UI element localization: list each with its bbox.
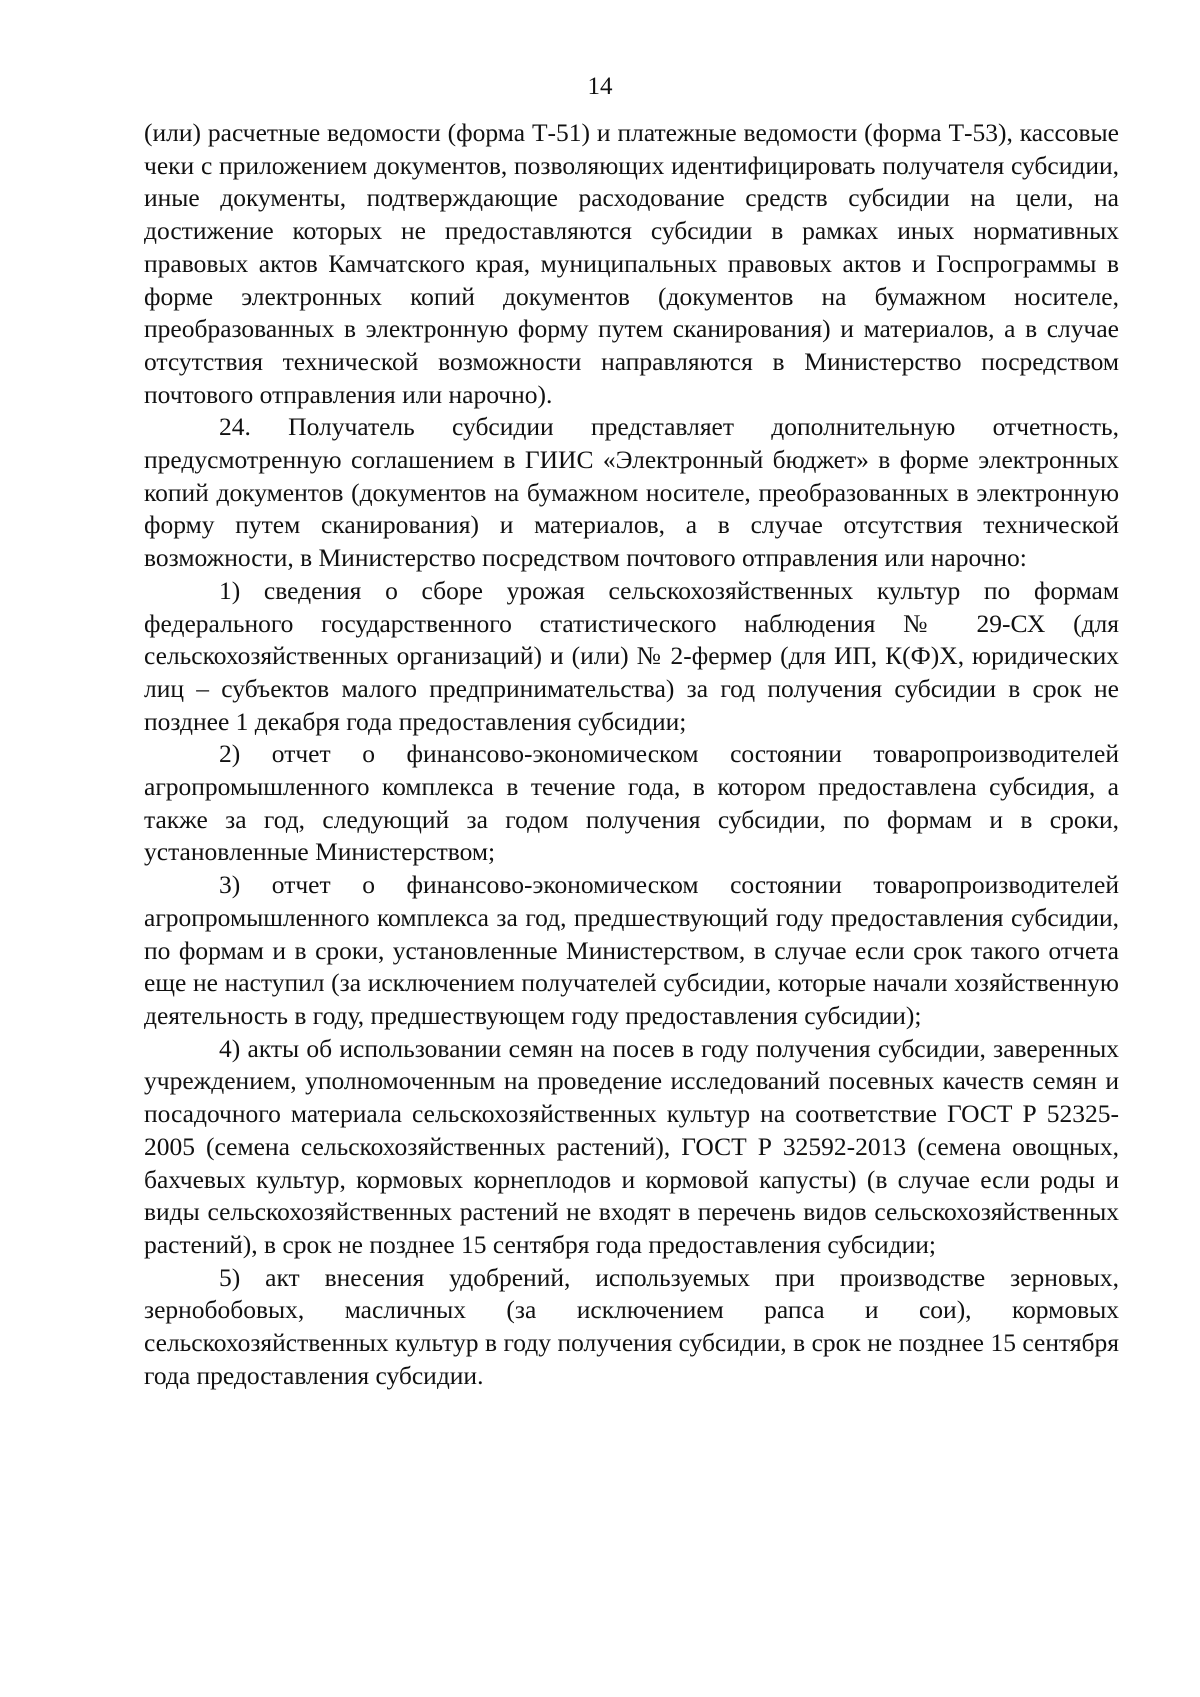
paragraph-subitem-4: 4) акты об использовании семян на посев в году получения субсидии, заверенных учреждением, уполномоченным на проведение исследований посевных качеств семян и посадочного материала сельскохозяйственных культур на соответствие ГОСТ Р 52325-2005 (семена сельскохозяйственных растений), ГОСТ Р 32592-2013 (семена овощных, бахчевых культур, кормовых корнеплодов и кормовой капусты) (в случае если роды и виды сельскохозяйственных растений не входят в перечень видов сельскохозяйственных растений), в срок не позднее 15 сентября года предоставления субсидии; [144,1033,1119,1259]
paragraph-subitem-2: 2) отчет о финансово-экономическом состоянии товаропроизводителей агропромышленного комплекса в течение года, в котором предоставлена субсидия, а также за год, следующий за годом получения субсидии, по формам и в сроки, установленные Министерством; [144,739,1119,867]
paragraph-item-24: 24. Получатель субсидии представляет дополнительную отчетность, предусмотренную соглашением в ГИИС «Электронный бюджет» в форме электронных копий документов (документов на бумажном носителе, преобразованных в электронную форму путем сканирования) и материалов, а в случае отсутствия технической возможности, в Министерство посредством почтового отправления или нарочно: [144,412,1119,573]
paragraph-subitem-1: 1) сведения о сборе урожая сельскохозяйственных культур по формам федерального государственного статистического наблюдения № 29-СХ (для сельскохозяйственных организаций) и (или) № 2-фермер (для ИП, К(Ф)Х, юридических лиц – субъектов малого предпринимательства) за год получения субсидии в срок не позднее 1 декабря года предоставления субсидии; [144,575,1119,736]
paragraph-subitem-5: 5) акт внесения удобрений, используемых при производстве зерновых, зернобобовых, масличных (за исключением рапса и сои), кормовых сельскохозяйственных культур в году получения субсидии, в срок не позднее 15 сентября года предоставления субсидии. [144,1262,1119,1390]
document-body [144,117,1119,1392]
paragraph-continuation: (или) расчетные ведомости (форма Т-51) и платежные ведомости (форма Т-53), кассовые чеки с приложением документов, позволяющих идентифицировать получателя субсидии, иные документы, подтверждающие расходование средств субсидии на цели, на достижение которых не предоставляются субсидии в рамках иных нормативных правовых актов Камчатского края, муниципальных правовых актов и Госпрограммы в форме электронных копий документов (документов на бумажном носителе, преобразованных в электронную форму путем сканирования) и материалов, а в случае отсутствия технической возможности направляются в Министерство посредством почтового отправления или нарочно). [144,118,1119,409]
page-number: 14 [587,73,613,100]
paragraph-subitem-3: 3) отчет о финансово-экономическом состоянии товаропроизводителей агропромышленного комплекса за год, предшествующий году предоставления субсидии, по формам и в сроки, установленные Министерством, в случае если срок такого отчета еще не наступил (за исключением получателей субсидии, которые начали хозяйственную деятельность в году, предшествующем году предоставления субсидии); [144,870,1119,1030]
